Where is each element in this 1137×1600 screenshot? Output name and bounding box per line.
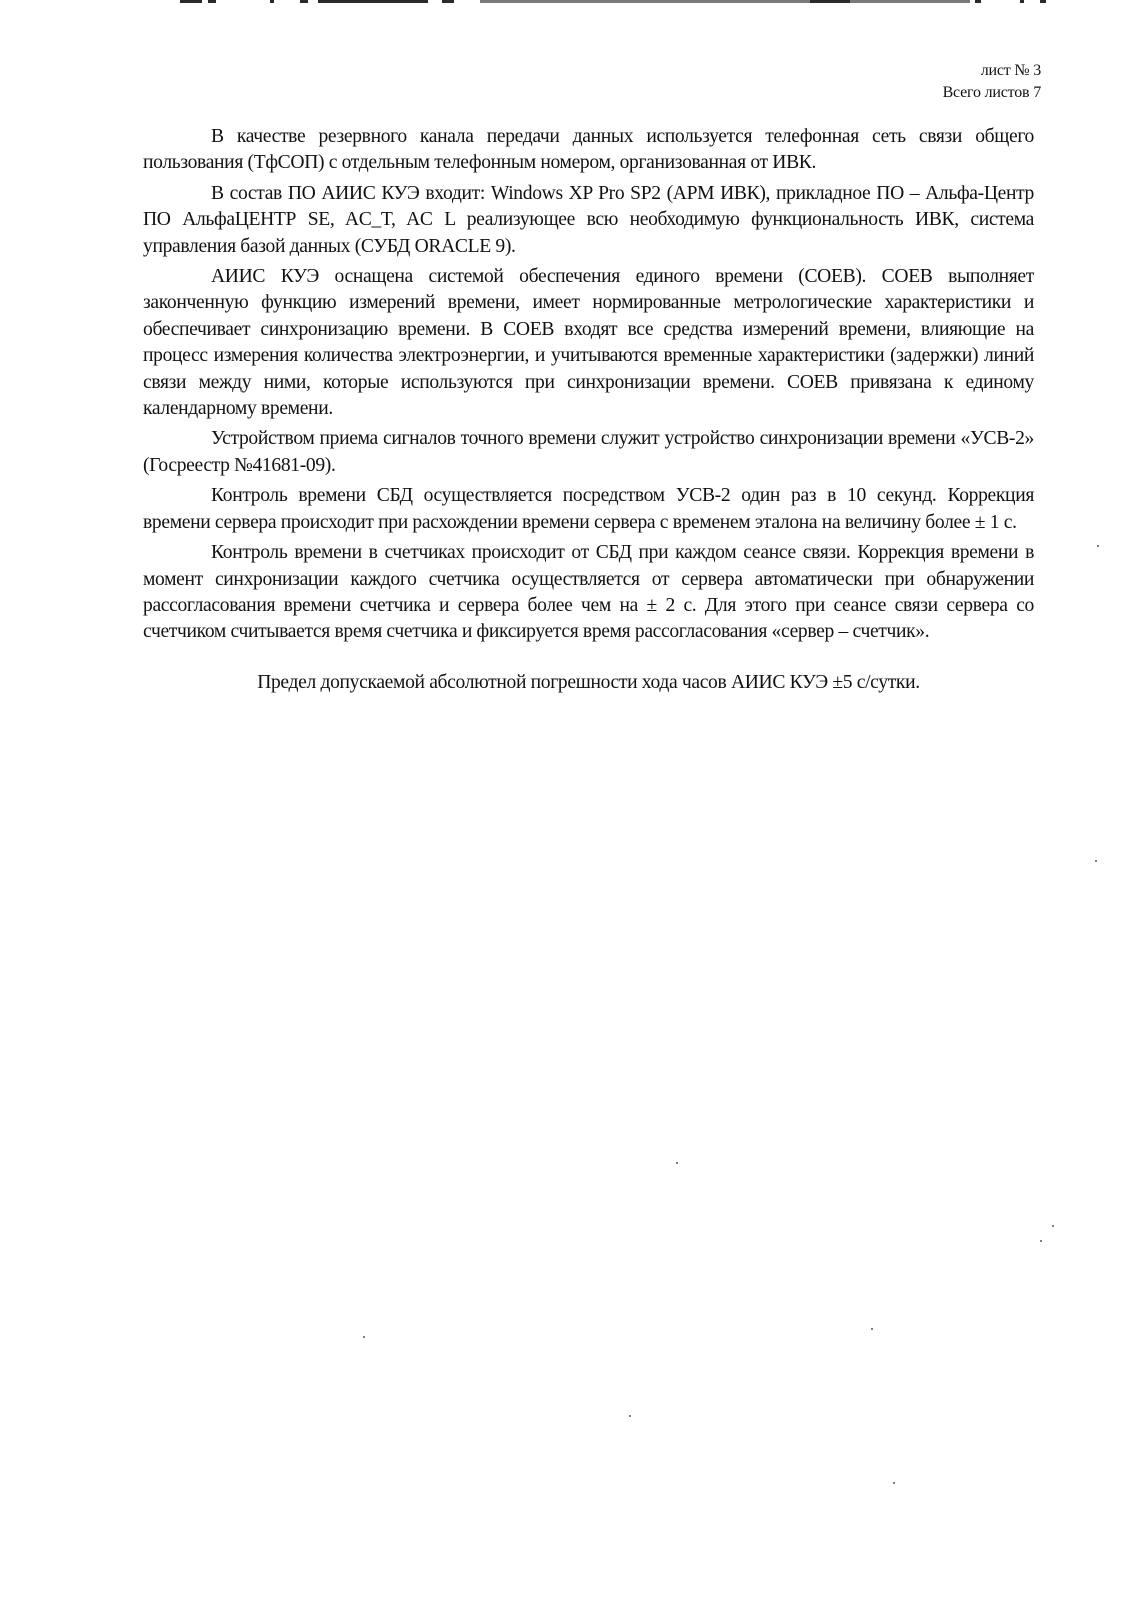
clipped-previous-text-strip [180,0,900,4]
scan-speck [629,1415,631,1417]
total-sheets: Всего листов 7 [942,84,1041,101]
paragraph-software-composition: В состав ПО АИИС КУЭ входит: Windows XP Pro SP2 (АРМ ИВК), прикладное ПО – Альфа-Центр ПО АльфаЦЕНТР SE, AC_T, AC L реализующее всю необходимую функциональность ИВК, система управления базой данных (СУБД ORACLE 9). [143,182,1034,257]
summary-line: Предел допускаемой абсолютной погрешности хода часов АИИС КУЭ ±5 с/сутки. [257,671,920,693]
paragraph-meter-time-control: Контроль времени в счетчиках происходит от СБД при каждом сеансе связи. Коррекция времени в момент синхронизации каждого счетчика осуществляется от сервера автоматически при обнаружении рассогласования времени счетчика и сервера более чем на ± 2 с. Для этого при сеансе связи сервера со счетчиком считывается время счетчика и фиксируется время рассогласования «сервер – счетчик». [143,542,1034,643]
scan-speck [1040,1240,1042,1242]
scan-speck [363,1336,365,1338]
sheet-number: лист № 3 [980,62,1041,79]
scan-speck [893,1482,895,1484]
scan-speck [1097,545,1099,547]
paragraph-time-receiver: Устройством приема сигналов точного времени служит устройство синхронизации времени «УСВ-2» (Госреестр №41681-09). [143,428,1034,476]
scan-speck [871,1328,873,1330]
paragraph-backup-channel: В качестве резервного канала передачи данных используется телефонная сеть связи общего пользования (ТфСОП) с отдельным телефонным номером, организованная от ИВК. [143,126,1034,174]
scan-speck [1052,1225,1054,1227]
paragraph-server-time-control: Контроль времени СБД осуществляется посредством УСВ-2 один раз в 10 секунд. Коррекция времени сервера происходит при расхождении времени сервера с временем эталона на величину более ± 1 с. [143,485,1034,533]
paragraph-time-system: АИИС КУЭ оснащена системой обеспечения единого времени (СОЕВ). СОЕВ выполняет законченную функцию измерений времени, имеет нормированные метрологические характеристики и обеспечивает синхронизацию времени. В СОЕВ входят все средства измерений времени, влияющие на процесс измерения количества электроэнергии, и учитываются временные характеристики (задержки) линий связи между ними, которые используются при синхронизации времени. СОЕВ привязана к единому календарному времени. [143,266,1034,420]
sheet-header [943,60,1041,104]
scan-speck [1095,860,1097,862]
scan-speck [676,1162,678,1164]
document-body [143,124,1034,700]
